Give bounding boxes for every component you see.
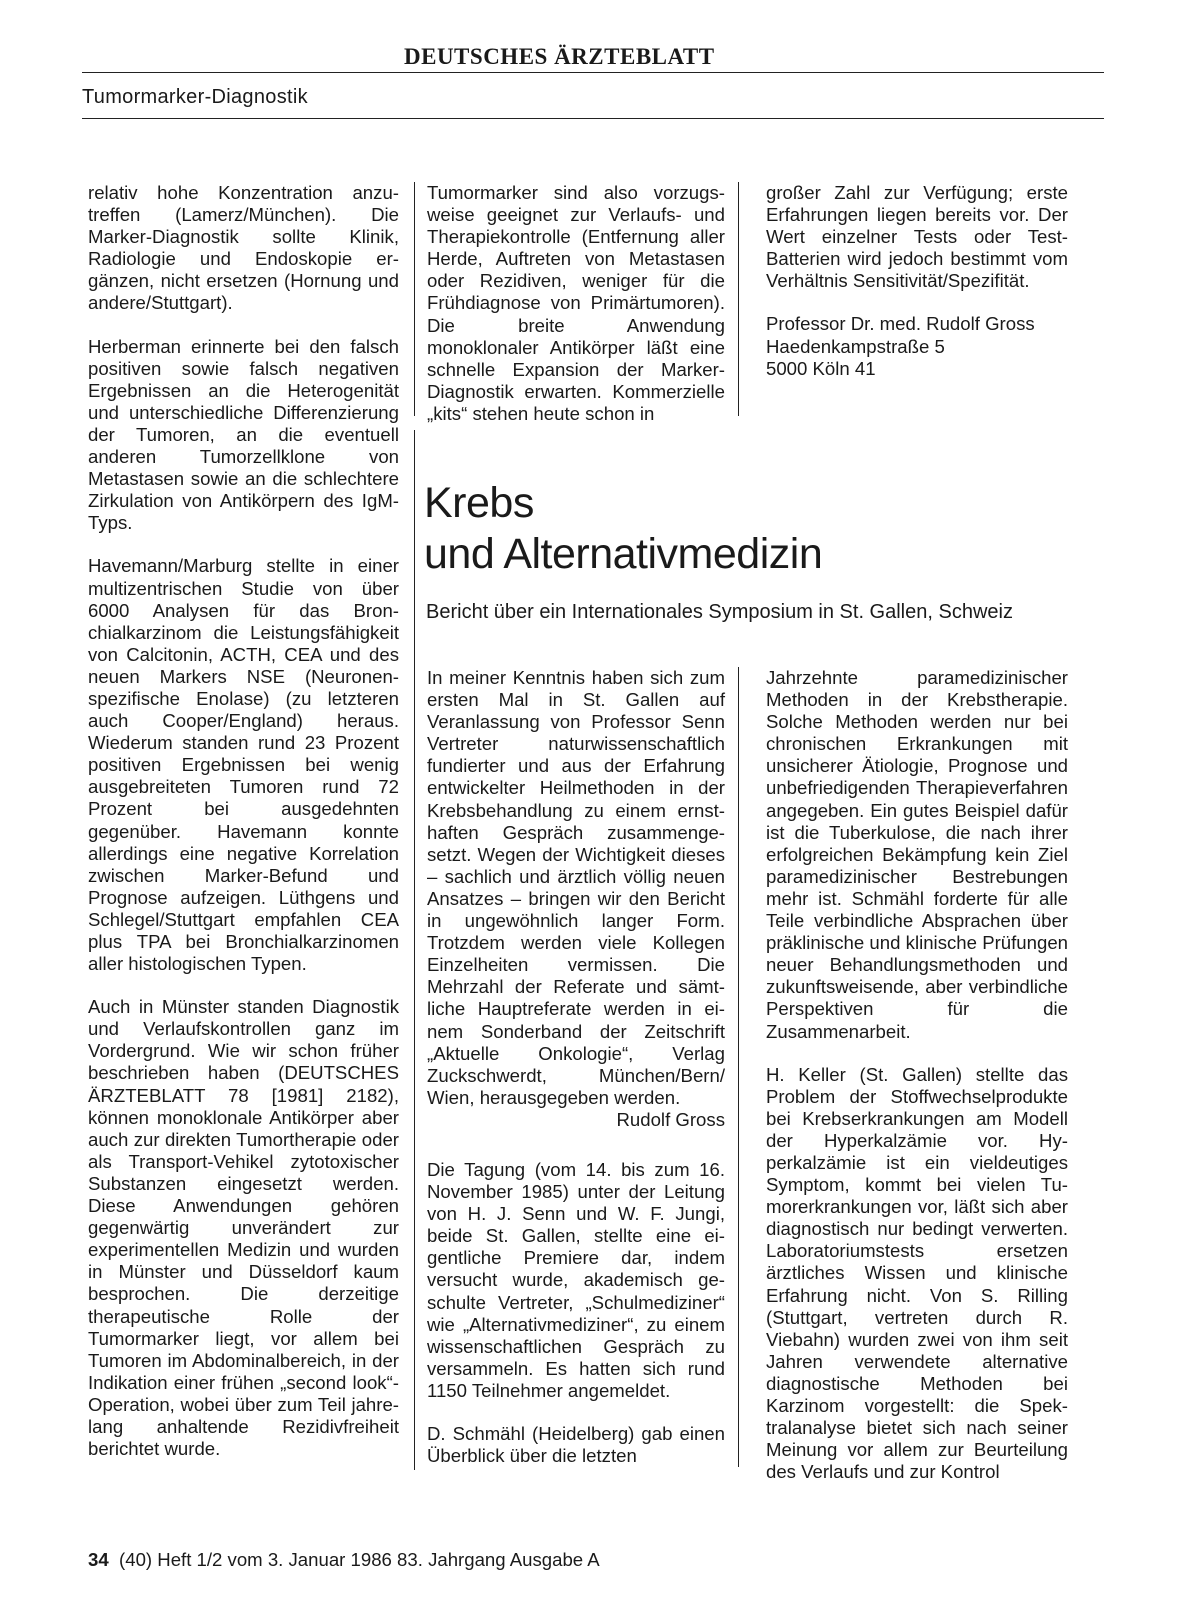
headline-line-2: und Alternativmedizin	[424, 530, 823, 578]
paragraph: Jahrzehnte paramedizinischer Methoden in der Krebstherapie. Solche Methoden werden nur bei chronischen Erkrankungen mit unsicherer Ätiologie, Prognose und unbefriedigenden Therapieverfahren angegeben. Ein gutes Beispiel dafür ist die Tuberkulose, die nach ihrer erfolgreichen Bekämpfung kein Ziel paramedizinischer Bestrebungen mehr ist. Schmähl forderte für alle Teile verbindliche Absprachen über präklinische und klinische Prüfungen neuer Behandlungsmethoden und zukunftsweisende, aber verbindliche Perspektiven für die Zusammenarbeit.	[766, 667, 1068, 1042]
text-column-1	[88, 182, 399, 1481]
intro-paragraph: In meiner Kenntnis haben sich zum ersten Mal in St. Gallen auf Veranlassung von Professor Senn Vertreter naturwissenschaftlich fundierter und aus der Erfahrung entwickelter Heilmethoden in der Krebsbehandlung zu einem ernsthaften Gespräch zusammengesetzt. Wegen der Wichtigkeit dieses – sachlich und ärztlich völlig neuen Ansatzes – bringen wir den Bericht in ungewöhnlich langer Form. Trotzdem werden viele Kollegen Einzelheiten vermissen. Die Mehrzahl der Referate und sämtliche Hauptreferate werden in einem Sonderband der Zeitschrift „Aktuelle Onkologie“, Verlag Zuckschwerdt, München/Bern/ Wien, herausgegeben werden.	[427, 667, 725, 1108]
paragraph: Die Tagung (vom 14. bis zum 16. November 1985) unter der Leitung von H. J. Senn und W. F. Jungi, beide St. Gallen, stellte eine eigentliche Premiere dar, indem versucht wurde, akademisch geschulte Vertreter, „Schulmediziner“ wie „Alternativmediziner“, zu einem wissenschaftlichen Gespräch zu versammeln. Es hatten sich rund 1150 Teilnehmer angemeldet.	[427, 1158, 725, 1401]
page-number: 34	[88, 1549, 109, 1570]
paragraph: D. Schmähl (Heidelberg) gab einen Überblick über die letzten	[427, 1423, 725, 1467]
paragraph: H. Keller (St. Gallen) stellte das Problem der Stoffwechselprodukte bei Krebserkrankungen am Modell der Hyperkalzämie vor. Hyperkalzämie ist ein vieldeutiges Symptom, kommt bei vielen Tumorerkrankungen vor, läßt sich aber diagnostisch nur bedingt verwerten. Laboratoriumstests ersetzen ärztliches Wissen und klinische Erfahrung nicht. Von S. Rilling (Stuttgart, vertreten durch R. Viebahn) wurden zwei von ihm seit Jahren verwendete alternative diagnostische Methoden bei Karzinom vorgestellt: die Spektralanalyse bietet sich nach seiner Meinung vor allem zur Beurteilung des Verlaufs und zur Kontrol	[766, 1063, 1068, 1483]
text-column-3	[766, 182, 1068, 380]
paragraph: Tumormarker sind also vorzugsweise geeignet zur Verlaufs- und Therapiekontrolle (Entfernung aller Herde, Auftreten von Metastasen oder Rezidiven, weniger für die Frühdiagnose von Primärtumoren). Die breite Anwendung monoklonaler Antikörper läßt eine schnelle Expansion der Marker-Diagnostik erwarten. Kommerzielle „kits“ stehen heute schon in	[427, 182, 725, 424]
article-headline	[424, 478, 822, 580]
paragraph: relativ hohe Konzentration anzutreffen (Lamerz/München). Die Marker-Diagnostik sollte Klinik, Radiologie und Endoskopie ergänzen, nicht ersetzen (Hornung und andere/Stuttgart).	[88, 182, 399, 314]
text-column-2	[427, 182, 725, 446]
masthead-rule	[82, 72, 1104, 73]
author-name: Professor Dr. med. Rudolf Gross	[766, 313, 1035, 335]
column-divider	[738, 667, 739, 1467]
author-city: 5000 Köln 41	[766, 357, 876, 379]
text-column-5	[766, 667, 1068, 1504]
page-footer	[88, 1549, 600, 1571]
paragraph: Auch in Münster standen Diagnostik und Verlaufskontrollen ganz im Vordergrund. Wie wir schon früher beschrieben haben (DEUTSCHES ÄRZTEBLATT 78 [1981] 2182), können monoklonale Antikörper aber auch zur direkten Tumortherapie oder als Transport-Vehikel zytotoxischer Substanzen eingesetzt werden. Diese Anwendungen gehören gegenwärtig unverändert zur experimentellen Medizin und wurden in Münster und Düsseldorf kaum besprochen. Die derzeitige therapeutische Rolle der Tumormarker liegt, vor allem bei Tumoren im Abdominalbereich, in der Indikation einer frühen „second look“-Operation, wobei über zum Teil jahrelang anhaltende Rezidivfreiheit berichtet wurde.	[88, 996, 399, 1460]
header-rule	[82, 118, 1104, 119]
section-title: Tumormarker-Diagnostik	[82, 86, 308, 108]
text-column-4	[427, 667, 725, 1488]
paragraph: Herberman erinnerte bei den falsch positiven sowie falsch negativen Ergebnissen an die Heterogenität und unterschiedliche Differenzierung der Tumoren, an die eventuell anderen Tumorzellklone von Metastasen sowie an die schlechtere Zirkulation von Antikörpern des IgM-Typs.	[88, 335, 399, 534]
masthead: DEUTSCHES ÄRZTEBLATT	[404, 44, 715, 69]
paragraph: Havemann/Marburg stellte in einer multizentrischen Studie von über 6000 Analysen für das Bronchialkarzinom die Leistungsfähigkeit von Calcitonin, ACTH, CEA und des neuen Markers NSE (Neuronen-spezifische Enolase) (zu letzteren auch Cooper/England) heraus. Wiederum standen rund 23 Prozent positiven Ergebnissen bei wenig ausgebreiteten Tumoren rund 72 Prozent bei ausgedehnten gegenüber. Havemann konnte allerdings eine negative Korrelation zwischen Marker-Befund und Prognose aufzeigen. Lüthgens und Schlegel/Stuttgart empfahlen CEA plus TPA bei Bronchialkarzinomen aller histologischen Typen.	[88, 555, 399, 975]
author-address	[766, 313, 1068, 379]
issue-info: (40) Heft 1/2 vom 3. Januar 1986 83. Jahrgang Ausgabe A	[119, 1549, 600, 1570]
column-divider	[738, 182, 739, 416]
column-divider	[414, 430, 415, 1470]
paragraph: großer Zahl zur Verfügung; erste Erfahrungen liegen bereits vor. Der Wert einzelner Tests oder Test-Batterien wird jedoch bestimmt vom Verhältnis Sensitivität/Spezifität.	[766, 182, 1068, 292]
article-subtitle: Bericht über ein Internationales Symposium in St. Gallen, Schweiz	[426, 601, 1013, 623]
author-street: Haedenkampstraße 5	[766, 335, 945, 357]
column-divider	[414, 182, 415, 416]
intro-signature: Rudolf Gross	[616, 1108, 725, 1130]
headline-line-1: Krebs	[424, 479, 534, 527]
